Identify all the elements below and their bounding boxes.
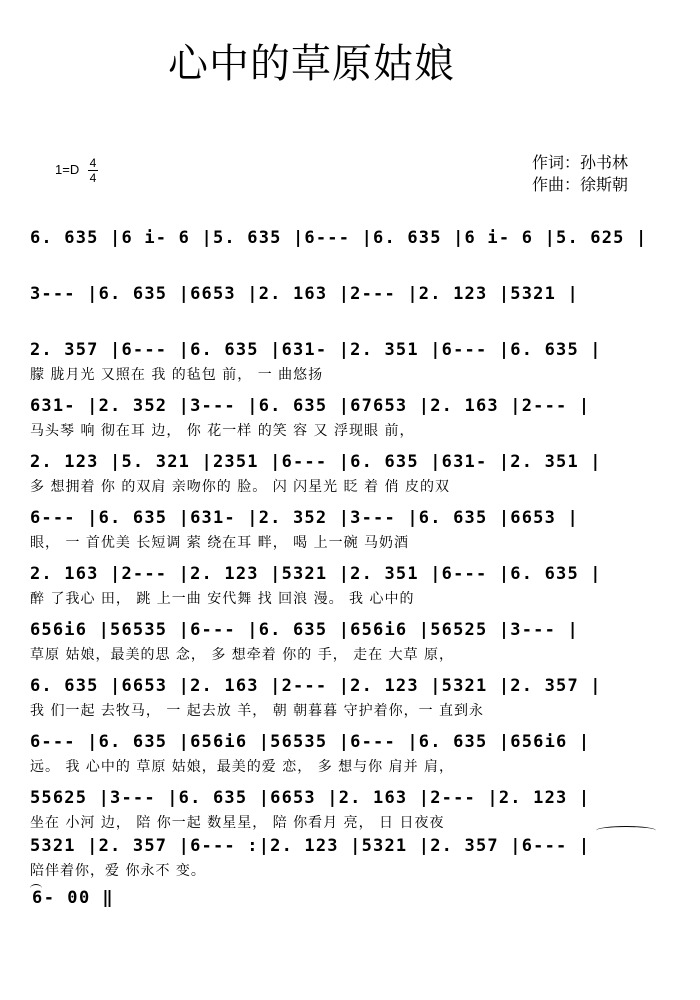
lyrics-row: 草原 姑娘，最美的思 念， 多 想牵着 你的 手， 走在 大草 原， — [30, 647, 455, 663]
notation-row: 6. 635 |6653 |2. 163 |2--- |2. 123 |5321 |2. 357 | — [30, 676, 602, 696]
key-signature: 1=D — [55, 162, 80, 177]
notation-row: 3--- |6. 635 |6653 |2. 163 |2--- |2. 123 |5321 | — [30, 284, 579, 304]
lyrics-row: 醉 了我心 田， 跳 上一曲 安代舞 找 回浪 漫。 我 心中的 — [30, 591, 415, 607]
lyrics-row: 远。 我 心中的 草原 姑娘，最美的爱 恋， 多 想与你 肩并 肩， — [30, 759, 455, 775]
lyrics-row: 眼， 一 首优美 长短调 萦 绕在耳 畔， 喝 上一碗 马奶酒 — [30, 535, 410, 551]
tie-mark — [30, 884, 42, 893]
notation-row: 5321 |2. 357 |6--- :|2. 123 |5321 |2. 357 |6--- | — [30, 836, 591, 856]
final-measure: 6- 00 ‖ — [32, 888, 115, 908]
notation-row: 2. 123 |5. 321 |2351 |6--- |6. 635 |631- |2. 351 | — [30, 452, 602, 472]
score-line — [30, 564, 666, 616]
notation-row: 2. 357 |6--- |6. 635 |631- |2. 351 |6--- |6. 635 | — [30, 340, 602, 360]
score-line — [30, 452, 666, 504]
lyrics-row: 马头琴 响 彻在耳 边， 你 花一样 的笑 容 又 浮现眼 前， — [30, 423, 415, 439]
time-signature — [86, 156, 100, 185]
notation-row: 631- |2. 352 |3--- |6. 635 |67653 |2. 163 |2--- | — [30, 396, 591, 416]
score-line — [30, 340, 666, 392]
lyrics-row: 坐在 小河 边， 陪 你一起 数星星， 陪 你看月 亮， 日 日夜夜 — [30, 815, 445, 831]
score-line — [30, 284, 666, 336]
notation-row: 6--- |6. 635 |631- |2. 352 |3--- |6. 635 |6653 | — [30, 508, 579, 528]
lyrics-row: 多 想拥着 你 的双肩 亲吻你的 脸。 闪 闪星光 眨 着 俏 皮的双 — [30, 479, 450, 495]
score-line — [30, 836, 666, 888]
time-signature-top: 4 — [89, 156, 97, 170]
time-signature-bottom: 4 — [89, 171, 97, 185]
notation-row: 656i6 |56535 |6--- |6. 635 |656i6 |56525 |3--- | — [30, 620, 579, 640]
notation-row: 2. 163 |2--- |2. 123 |5321 |2. 351 |6--- |6. 635 | — [30, 564, 602, 584]
credits — [532, 152, 628, 196]
tie-mark — [596, 826, 656, 835]
notation-row: 6. 635 |6 i- 6 |5. 635 |6--- |6. 635 |6 i- 6 |5. 625 | — [30, 228, 648, 248]
song-title: 心中的草原姑娘 — [168, 41, 455, 87]
score-line — [30, 508, 666, 560]
lyrics-row: 朦 胧月光 又照在 我 的毡包 前， 一 曲悠扬 — [30, 367, 324, 383]
score-line — [30, 676, 666, 728]
lyrics-row: 陪伴着你，爱 你永不 变。 — [30, 863, 206, 879]
score-line — [30, 620, 666, 672]
lyrics-row: 我 们一起 去牧马， 一 起去放 羊， 朝 朝暮暮 守护着你，一 直到永 — [30, 703, 485, 719]
score-line — [30, 788, 666, 840]
lyricist: 作词：孙书林 — [532, 153, 629, 172]
composer: 作曲：徐斯朝 — [532, 175, 629, 194]
score-line — [30, 732, 666, 784]
score-line — [30, 396, 666, 448]
notation-row: 6--- |6. 635 |656i6 |56535 |6--- |6. 635 |656i6 | — [30, 732, 591, 752]
notation-row: 55625 |3--- |6. 635 |6653 |2. 163 |2--- |2. 123 | — [30, 788, 591, 808]
score-line — [30, 228, 666, 280]
